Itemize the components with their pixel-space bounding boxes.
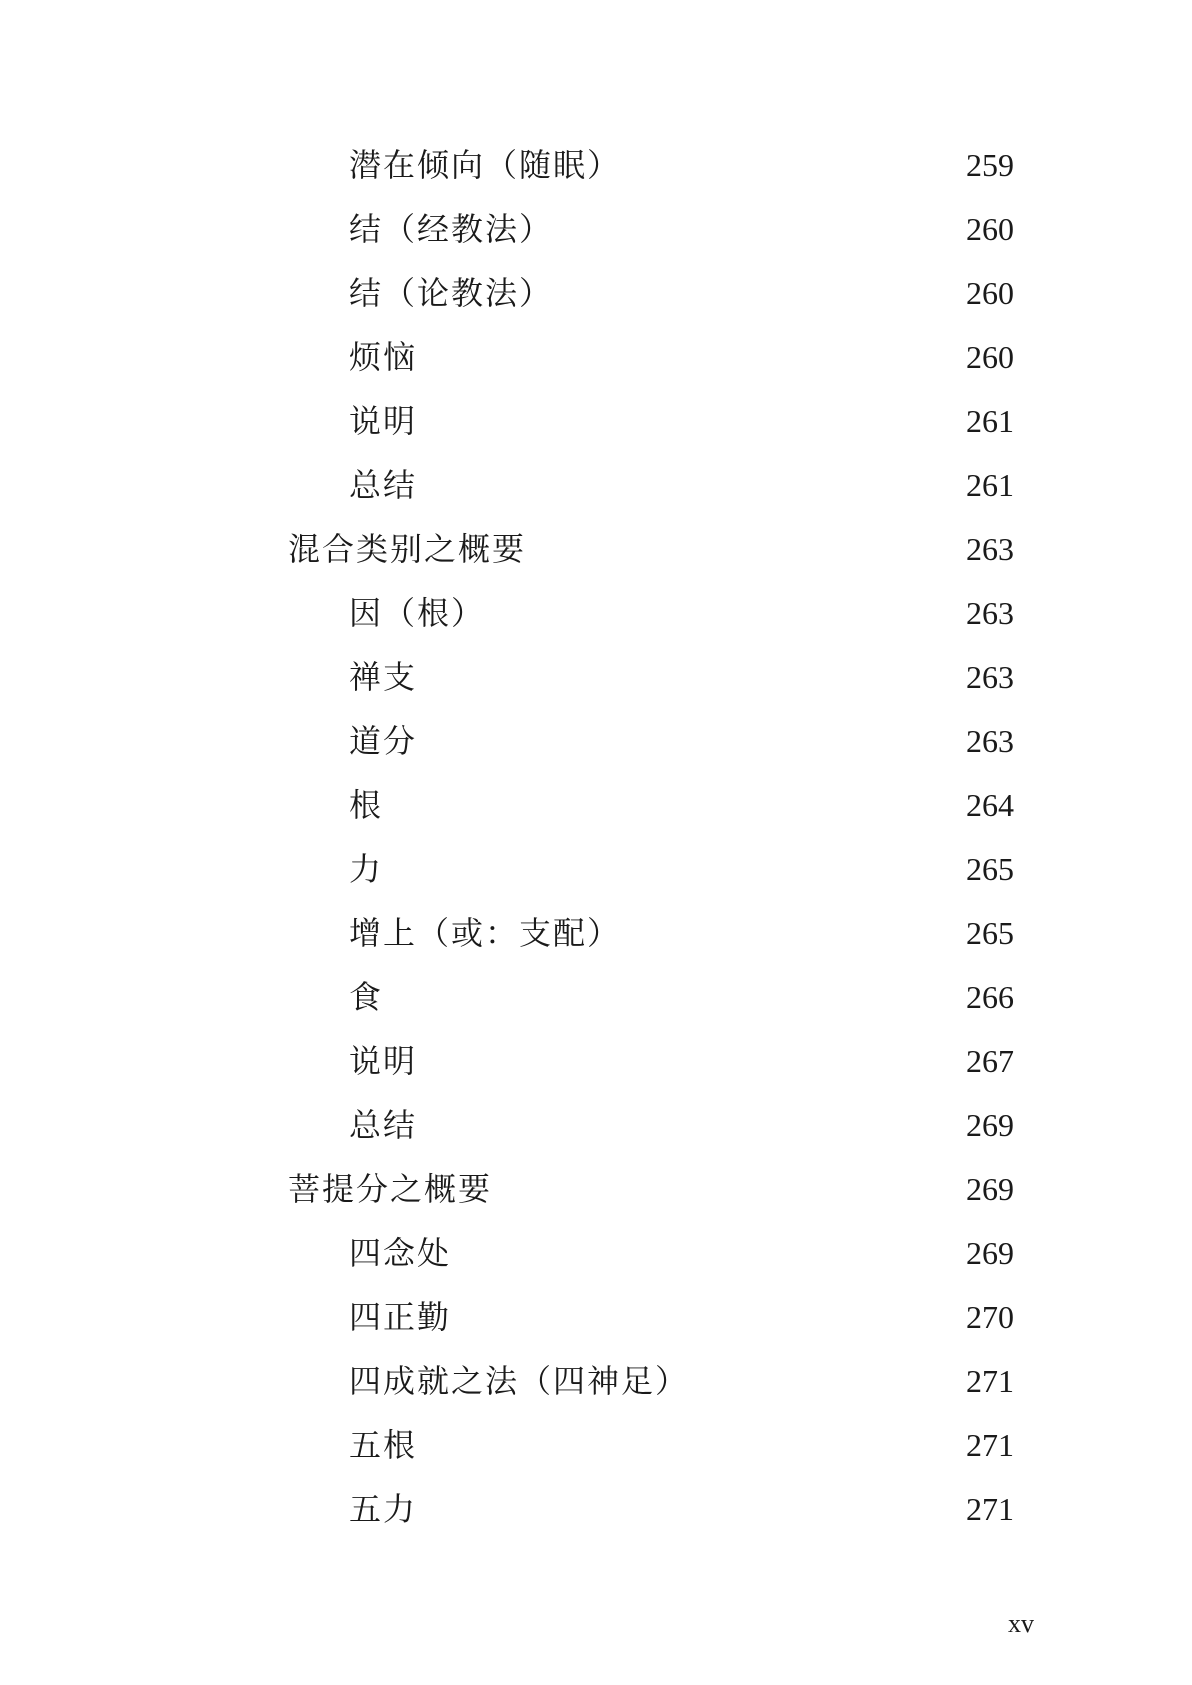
toc-entry-page: 265 — [966, 915, 1014, 951]
toc-entry-title: 禅支 — [349, 658, 418, 696]
toc-entry — [0, 333, 1192, 381]
toc-entry-title: 说明 — [349, 1042, 418, 1080]
toc-entry-page: 266 — [966, 979, 1014, 1015]
toc-entry-page: 271 — [966, 1427, 1014, 1463]
toc-entry — [0, 973, 1192, 1021]
toc-entry — [0, 589, 1192, 637]
toc-entry — [0, 845, 1192, 893]
toc-entry — [0, 269, 1192, 317]
toc-entry-page: 264 — [966, 787, 1014, 823]
toc-entry — [0, 1037, 1192, 1085]
toc-section — [0, 525, 1192, 573]
toc-entry-title: 四念处 — [349, 1234, 452, 1272]
toc-entry — [0, 461, 1192, 509]
toc-entry-page: 271 — [966, 1363, 1014, 1399]
toc-entry — [0, 1293, 1192, 1341]
toc-entry-page: 263 — [966, 595, 1014, 631]
page-number: xv — [1008, 1609, 1034, 1638]
toc-entry-title: 因（根） — [349, 594, 486, 632]
toc-entry — [0, 717, 1192, 765]
toc-entry — [0, 909, 1192, 957]
toc-entry-title: 增上（或：支配） — [349, 914, 622, 952]
toc-entry — [0, 205, 1192, 253]
toc-entry-page: 260 — [966, 211, 1014, 247]
toc-entry-page: 260 — [966, 275, 1014, 311]
toc-entry-title: 总结 — [349, 1106, 418, 1144]
toc-entry — [0, 1357, 1192, 1405]
toc-entry-title: 四成就之法（四神足） — [349, 1362, 690, 1400]
toc-entry-page: 269 — [966, 1107, 1014, 1143]
toc-entry — [0, 653, 1192, 701]
toc-entry — [0, 781, 1192, 829]
toc-section — [0, 1165, 1192, 1213]
toc-entry — [0, 1485, 1192, 1533]
toc-entry-page: 269 — [966, 1235, 1014, 1271]
toc-entry — [0, 397, 1192, 445]
toc-entry-page: 263 — [966, 659, 1014, 695]
toc-entry-title: 结（经教法） — [349, 210, 554, 248]
toc-entry-page: 263 — [966, 723, 1014, 759]
toc-entry-title: 烦恼 — [349, 338, 418, 376]
toc-entry-page: 267 — [966, 1043, 1014, 1079]
toc-entry — [0, 1421, 1192, 1469]
toc-entry-title: 力 — [349, 850, 384, 888]
toc-section-page: 263 — [966, 531, 1014, 567]
toc-entry-page: 259 — [966, 147, 1014, 183]
toc-entry-page: 261 — [966, 467, 1014, 503]
toc-entry-page: 270 — [966, 1299, 1014, 1335]
toc-section-title: 混合类别之概要 — [288, 530, 527, 568]
toc-entry-page: 265 — [966, 851, 1014, 887]
toc-entry-title: 结（论教法） — [349, 274, 554, 312]
toc-entry-title: 根 — [349, 786, 384, 824]
toc-entry-title: 四正勤 — [349, 1298, 452, 1336]
toc-entry — [0, 141, 1192, 189]
toc-entry — [0, 1101, 1192, 1149]
toc-entry-title: 食 — [349, 978, 384, 1016]
toc-entry-title: 潜在倾向（随眠） — [349, 146, 622, 184]
toc-entry-title: 总结 — [349, 466, 418, 504]
toc-section-page: 269 — [966, 1171, 1014, 1207]
toc-entry-title: 五力 — [349, 1490, 418, 1528]
toc-entry-page: 271 — [966, 1491, 1014, 1527]
toc-entry-page: 260 — [966, 339, 1014, 375]
toc-entry-title: 五根 — [349, 1426, 418, 1464]
toc-entry — [0, 1229, 1192, 1277]
toc-entry-title: 说明 — [349, 402, 418, 440]
toc-entry-page: 261 — [966, 403, 1014, 439]
toc-entry-title: 道分 — [349, 722, 418, 760]
toc-section-title: 菩提分之概要 — [288, 1170, 493, 1208]
